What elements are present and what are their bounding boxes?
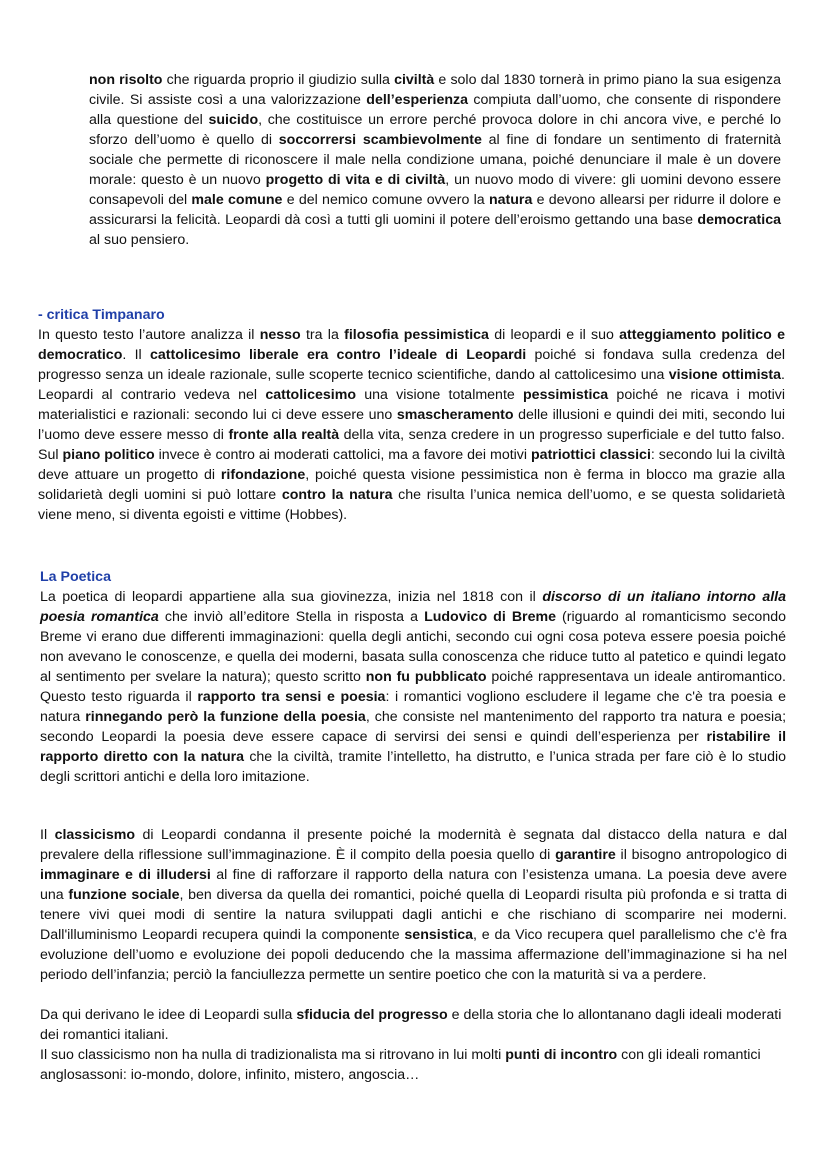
- bold-text: sensistica: [404, 927, 474, 943]
- bold-text: progetto di vita e di civiltà: [265, 172, 446, 188]
- paragraph-intro: [89, 70, 781, 250]
- text-segment: , che costituisce un errore perché provoca dolore in chi ancora vive, e perché lo sforzo dell’uomo è quello di: [89, 112, 781, 148]
- text-segment: . Il: [122, 347, 151, 363]
- text-segment: con gli ideali romantici anglosassoni: io-mondo, dolore, infinito, mistero, angoscia…: [40, 1047, 761, 1083]
- text-segment: In questo testo l’autore analizza il: [38, 327, 260, 343]
- bold-italic-title: discorso di un italiano intorno alla poesia romantica: [40, 589, 786, 625]
- bold-text: rinnegando però la funzione della poesia: [85, 709, 366, 725]
- bold-text: atteggiamento politico e democratico: [38, 327, 785, 363]
- bold-text: democratica: [697, 212, 781, 228]
- bold-text: Ludovico di Breme: [424, 609, 556, 625]
- text-segment: di Leopardi condanna il presente poiché la modernità è segnata dal distacco della natura e dal prevalere della riflessione sull’immaginazione. È il compito della poesia quello di: [40, 827, 787, 863]
- bold-text: punti di incontro: [505, 1047, 618, 1063]
- bold-text: classicismo: [54, 827, 136, 843]
- bold-text: funzione sociale: [68, 887, 180, 903]
- text-segment: e devono allearsi per ridurre il dolore e assicurarsi la felicità. Leopardi dà così a tutti gli uomini il potere dell’eroismo gettando una base: [89, 192, 781, 228]
- bold-text: smascheramento: [396, 407, 514, 423]
- bold-text: suicido: [208, 112, 259, 128]
- bold-text: cattolicesimo liberale era contro l’ideale di Leopardi: [150, 347, 527, 363]
- text-segment: compiuta dall’uomo, che consente di rispondere alla questione del: [89, 92, 781, 128]
- bold-text: nesso: [259, 327, 301, 343]
- text-segment: Il suo classicismo non ha nulla di tradizionalista ma si ritrovano in lui molti: [40, 1047, 506, 1063]
- text-segment: , un nuovo modo di vivere: gli uomini devono essere consapevoli del: [89, 172, 781, 208]
- bold-text: patriottici classici: [531, 447, 651, 463]
- text-segment: . Leopardi al contrario vedeva nel: [38, 367, 785, 403]
- bold-text: sfiducia del progresso: [296, 1007, 448, 1023]
- bold-text: piano politico: [62, 447, 155, 463]
- bold-text: filosofia pessimistica: [344, 327, 489, 343]
- text-segment: della vita, senza credere in un progresso superficiale e del tutto falso. Sul: [38, 427, 785, 463]
- text-segment: La poetica di leopardi appartiene alla sua giovinezza, inizia nel 1818 con il: [40, 589, 543, 605]
- text-segment: invece è contro ai moderati cattolici, ma a favore dei motivi: [154, 447, 532, 463]
- text-segment: : secondo lui la civiltà deve attuare un progetto di: [38, 447, 786, 483]
- text-segment: Da qui derivano le idee di Leopardi sulla: [40, 1007, 297, 1023]
- text-segment: tra la: [300, 327, 345, 343]
- text-segment: , ben diversa da quella dei romantici, poiché quella di Leopardi risulta più profonda e si tratta di tenere vivi quei modi di sentire la natura sviluppati dagli antichi e che rischiano di scomparire nei moderni. Dall'illuminismo Leopardi recupera quindi la componente: [40, 887, 787, 943]
- text-segment: e solo dal 1830 tornerà in primo piano la sua esigenza civile. Si assiste così a una valorizzazione: [89, 72, 781, 108]
- text-segment: che la civiltà, tramite l’intelletto, ha distrutto, e l’unica strada per fare ciò è lo studio degli scrittori antichi e della loro imitazione.: [40, 749, 787, 785]
- text-segment: che inviò all’editore Stella in risposta a: [158, 609, 425, 625]
- bold-text: pessimistica: [523, 387, 609, 403]
- text-segment: : i romantici vogliono escludere il legame che c'è tra poesia e natura: [40, 689, 787, 725]
- text-segment: il bisogno antropologico di: [615, 847, 787, 863]
- bold-text: ristabilire il rapporto diretto con la natura: [40, 729, 787, 765]
- bold-text: immaginare e di illudersi: [40, 867, 211, 883]
- text-segment: al fine di fondare un sentimento di fraternità sociale che permette di riconoscere il male nella condizione umana, poiché denunciare il male è un dovere morale: questo è un nuovo: [89, 132, 781, 188]
- bold-text: garantire: [555, 847, 616, 863]
- bold-text: civiltà: [394, 72, 435, 88]
- bold-text: rifondazione: [220, 467, 306, 483]
- paragraph-poetica: [40, 587, 786, 787]
- text-segment: e del nemico comune ovvero la: [282, 192, 489, 208]
- text-segment: Il: [40, 827, 55, 843]
- heading-critica-timpanaro: - critica Timpanaro: [38, 307, 165, 323]
- paragraph-classicismo: [40, 825, 787, 985]
- bold-text: cattolicesimo: [265, 387, 356, 403]
- bold-text: non risolto: [89, 72, 163, 88]
- text-segment: , e da Vico recupera quel parallelismo che c'è fra evoluzione dell’uomo e evoluzione dei popoli deducendo che la massima affermazione dell’immaginazione si ha nel periodo dell’infanzia; perciò la fanciullezza permette un sentire poetico che con la maturità si va a perdere.: [40, 927, 787, 983]
- text-segment: poiché ne ricava i motivi materialistici e razionali: secondo lui ci deve essere uno: [38, 387, 785, 423]
- bold-text: fronte alla realtà: [228, 427, 340, 443]
- paragraph-punti-incontro: [40, 1045, 785, 1085]
- text-segment: di leopardi e il suo: [488, 327, 620, 343]
- text-segment: (riguardo al romanticismo secondo Breme vi erano due differenti immaginazioni: quella degli antichi, secondo cui ogni cosa poteva essere poesia poiché non avevano le conoscenze, e quella dei moderni, basata sulla conoscenza che riduce tutto al patetico e quindi legato al sentimento per svelare la natura); questo scritto: [40, 609, 786, 685]
- text-segment: che riguarda proprio il giudizio sulla: [162, 72, 395, 88]
- bold-text: natura: [488, 192, 533, 208]
- bold-text: rapporto tra sensi e poesia: [197, 689, 386, 705]
- text-segment: , poiché questa visione pessimistica non è ferma in blocco ma grazie alla solidarietà degli uomini si può lottare: [38, 467, 786, 503]
- text-segment: poiché si fondava sulla credenza del progresso senza un ideale razionale, sulle scoperte tecnico scientifiche, dando al cattolicesimo una: [38, 347, 786, 383]
- text-segment: una visione totalmente: [356, 387, 524, 403]
- text-segment: e della storia che lo allontanano dagli ideali moderati dei romantici italiani.: [40, 1007, 782, 1043]
- bold-text: contro la natura: [281, 487, 393, 503]
- text-segment: che risulta l’unica nemica dell’uomo, e se questa solidarietà viene meno, si diventa egoisti e vittime (Hobbes).: [38, 487, 785, 523]
- bold-text: male comune: [191, 192, 283, 208]
- text-segment: al suo pensiero.: [89, 232, 190, 248]
- bold-text: dell’esperienza: [366, 92, 469, 108]
- text-segment: delle illusioni e quindi dei miti, secondo lui l’uomo deve essere messo di: [38, 407, 785, 443]
- text-segment: al fine di rafforzare il rapporto della natura con l’esistenza umana. La poesia deve avere una: [40, 867, 787, 903]
- bold-text: non fu pubblicato: [365, 669, 487, 685]
- paragraph-sfiducia-progresso: [40, 1005, 785, 1045]
- text-segment: poiché rappresentava un ideale antiromantico. Questo testo riguarda il: [40, 669, 786, 705]
- bold-text: visione ottimista: [668, 367, 782, 383]
- heading-la-poetica: La Poetica: [40, 569, 111, 585]
- paragraph-timpanaro: [38, 325, 785, 525]
- bold-text: soccorrersi scambievolmente: [278, 132, 482, 148]
- text-segment: , che consiste nel mantenimento del rapporto tra natura e poesia; secondo Leopardi la poesia deve essere capace di servirsi dei sensi e quindi dell’esperienza per: [40, 709, 787, 745]
